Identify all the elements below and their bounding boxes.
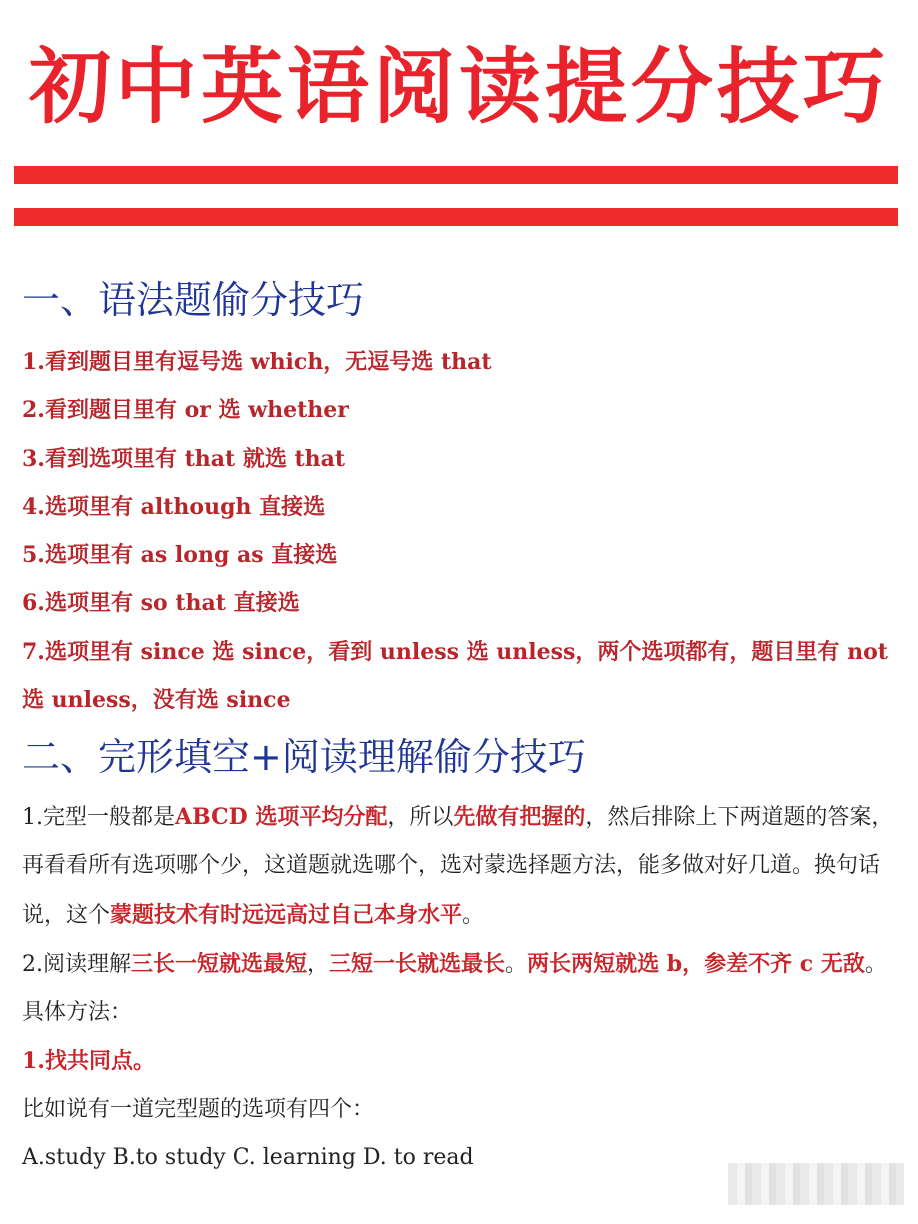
text-run: ，所以 xyxy=(387,805,454,830)
highlight-text: ABCD 选项平均分配 xyxy=(175,804,388,830)
cloze-reading-body xyxy=(22,793,900,1182)
text-run: ，然后排除上下两道题的答案，再看看所有选项哪个少，这道题就选哪个，选对蒙选择题方法，能多做对好几道。换句话说，这个 xyxy=(22,805,894,928)
grammar-tip-6: 6.选项里有 so that 直接选 xyxy=(22,590,300,617)
text-run: ， xyxy=(307,951,330,977)
text-run: 1.完型一般都是 xyxy=(22,805,175,830)
grammar-tip-4: 4.选项里有 although 直接选 xyxy=(22,493,326,520)
grammar-tip-3: 3.看到选项里有 that 就选 that xyxy=(22,445,346,472)
grammar-tip-7: 7.选项里有 since 选 since，看到 unless 选 unless，两个选项都有，题目里有 not 选 unless，没有选 since xyxy=(22,638,888,714)
highlight-text: 先做有把握的 xyxy=(453,804,586,830)
method-heading: 1.找共同点。 xyxy=(22,1048,155,1075)
highlight-text: 三短一长就选最长 xyxy=(329,950,506,977)
section-heading-cloze-reading: 二、完形填空+阅读理解偷分技巧 xyxy=(22,735,586,779)
highlight-text: 蒙题技术有时远远高过自己本身水平 xyxy=(110,901,463,928)
reading-tip-paragraph xyxy=(22,940,900,1038)
example-intro: 比如说有一道完型题的选项有四个： xyxy=(22,1096,375,1122)
page-title: 初中英语阅读提分技巧 xyxy=(28,40,889,135)
title-divider-top xyxy=(14,166,898,184)
grammar-tip-1: 1.看到题目里有逗号选 which，无逗号选 that xyxy=(22,349,492,375)
grammar-tip-2: 2.看到题目里有 or 选 whether xyxy=(22,397,349,424)
text-run: 2.阅读理解 xyxy=(22,951,131,977)
watermark-blur xyxy=(728,1163,904,1205)
highlight-text: 两长两短就选 b，参差不齐 c 无敌 xyxy=(527,950,865,977)
text-run: 。 xyxy=(462,902,485,928)
text-run: 。 xyxy=(505,951,528,977)
grammar-tips-list xyxy=(22,338,902,724)
grammar-tip-5: 5.选项里有 as long as 直接选 xyxy=(22,542,338,569)
highlight-text: 三长一短就选最短 xyxy=(131,950,308,977)
title-divider-bottom xyxy=(14,208,898,226)
example-options: A.study B.to study C. learning D. to read xyxy=(22,1145,474,1171)
section-heading-grammar: 一、语法题偷分技巧 xyxy=(22,278,365,322)
cloze-tip-paragraph xyxy=(22,793,900,940)
text-run: 。 具体方法： xyxy=(22,951,887,1026)
